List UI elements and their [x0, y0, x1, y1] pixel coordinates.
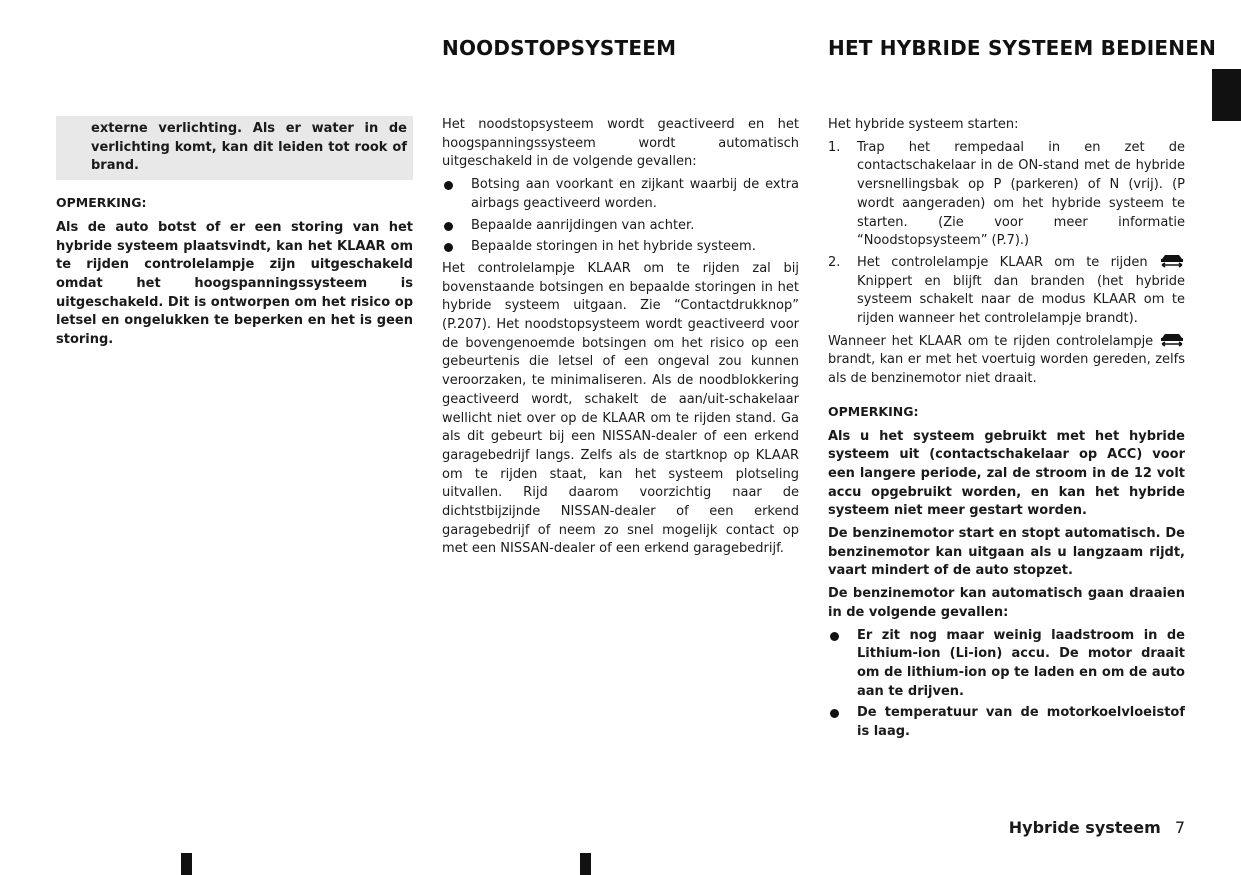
middle-column — [442, 116, 799, 563]
step-text: Knippert en blijft dan branden (het hybride systeem schakelt naar de modus KLAAR om te rijden wanneer het controlelampje brandt). — [857, 273, 1185, 327]
note-text: De benzinemotor kan automatisch gaan draaien in de volgende gevallen: — [828, 586, 1185, 620]
bullet-list — [442, 176, 799, 257]
warning-box: externe verlichting. Als er water in de verlichting komt, kan dit leiden tot rook of brand. — [56, 116, 413, 180]
list-item: Bepaalde storingen in het hybride systeem. — [442, 238, 799, 257]
step-number: 1. — [828, 139, 841, 155]
intro-text: Het hybride systeem starten: — [828, 117, 1019, 132]
note-text: Als u het systeem gebruikt met het hybride systeem uit (contactschakelaar op ACC) voor een langere periode, zal de stroom in de 12 volt accu opgebruikt worden, en kan het hybride systeem niet meer gestart worden. — [828, 428, 1185, 519]
list-item: Bepaalde aanrijdingen van achter. — [442, 217, 799, 236]
note-label: OPMERKING: — [828, 403, 919, 419]
section-name: Hybride systeem — [1008, 818, 1161, 837]
text: Wanneer het KLAAR om te rijden controlelampje — [828, 333, 1154, 349]
step-text: Trap het rempedaal in en zet de contactschakelaar in de ON-stand met de hybride versnellingsbak op P (parkeren) of N (vrij). (P wordt aangeraden) om het hybride systeem te starten. (Zie voor meer informatie “Noodstopsysteem” (P.7).) — [857, 139, 1185, 249]
step-1 — [828, 139, 1185, 251]
list-item: De temperatuur van de motorkoelvloeistof is laag. — [828, 704, 1185, 741]
text: brandt, kan er met het voertuig worden gereden, zelfs als de benzinemotor niet draait. — [828, 352, 1185, 387]
crop-mark — [181, 853, 192, 875]
note-text: De benzinemotor start en stopt automatisch. De benzinemotor kan uitgaan als u langzaam rijdt, vaart mindert of de auto stopzet. — [828, 526, 1185, 579]
step-2 — [828, 254, 1185, 329]
heading-noodstopsysteem: NOODSTOPSYSTEEM — [442, 36, 677, 60]
left-column — [56, 116, 413, 354]
ready-paragraph — [828, 333, 1185, 389]
page-number: 7 — [1174, 818, 1185, 837]
bullet-list — [828, 627, 1185, 742]
page-footer — [1009, 818, 1185, 837]
ready-to-drive-car-icon — [1159, 254, 1185, 268]
heading-hybride-bedienen: HET HYBRIDE SYSTEEM BEDIENEN — [828, 36, 1217, 60]
crop-mark — [580, 853, 591, 875]
intro-text: Het noodstopsysteem wordt geactiveerd en het hoogspanningssysteem wordt automatisch uitgeschakeld in de volgende gevallen: — [442, 117, 799, 170]
right-column — [828, 116, 1185, 745]
section-tab — [1212, 69, 1241, 121]
step-number: 2. — [828, 254, 841, 270]
steps-list — [828, 139, 1185, 329]
list-item: Botsing aan voorkant en zijkant waarbij de extra airbags geactiveerd worden. — [442, 176, 799, 213]
step-text: Het controlelampje KLAAR om te rijden — [857, 254, 1148, 270]
note-text: Als de auto botst of er een storing van het hybride systeem plaatsvindt, kan het KLAAR om te rijden controlelampje zijn uitgeschakeld omdat het hoogspanningssysteem is uitgeschakeld. Dit is ontworpen om het risico op letsel en ongelukken te beperken en het is geen storing. — [56, 219, 413, 348]
note-label: OPMERKING: — [56, 195, 147, 211]
ready-to-drive-car-icon — [1159, 333, 1185, 347]
body-text: Het controlelampje KLAAR om te rijden zal bij bovenstaande botsingen en bepaalde storingen in het hybride systeem uitgaan. Zie “Contactdrukknop” (P.207). Het noodstopsysteem wordt geactiveerd voor de bovengenoemde botsingen om het risico op een gebeurtenis die letsel of een ongeval zou kunnen veroorzaken, te minimaliseren. Als de noodblokkering geactiveerd wordt, schakelt de aan/uit-schakelaar wellicht niet over op de KLAAR om te rijden stand. Ga als dit gebeurt bij een NISSAN-dealer of een erkend garagebedrijf langs. Zelfs als de startknop op KLAAR om te rijden staat, kan het systeem plotseling uitvallen. Rijd daarom voorzichtig naar de dichtstbijzijnde NISSAN-dealer of een erkend garagebedrijf of neem zo snel mogelijk contact op met een NISSAN-dealer of een erkend garagebedrijf. — [442, 260, 799, 557]
list-item: Er zit nog maar weinig laadstroom in de Lithium-ion (Li-ion) accu. De motor draait om de lithium-ion op te laden en om de auto aan te drijven. — [828, 627, 1185, 702]
